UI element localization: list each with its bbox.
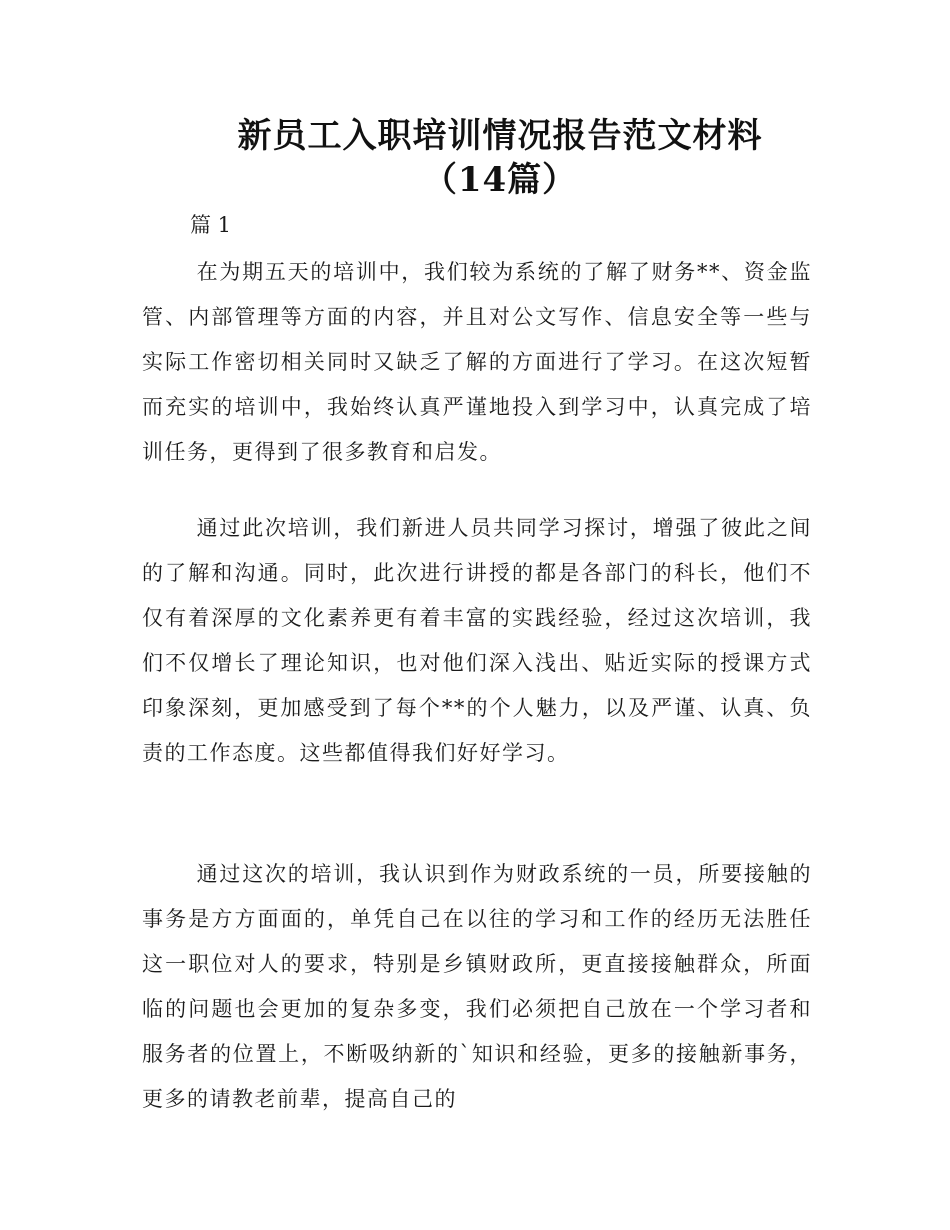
document-subtitle: （14篇）: [422, 160, 578, 200]
document-title: 新员工入职培训情况报告范文材料: [237, 116, 763, 156]
section-label: 篇 1: [190, 213, 232, 237]
paragraph-1: 在为期五天的培训中，我们较为系统的了解了财务**、资金监管、内部管理等方面的内容，并且对公文写作、信息安全等一些与实际工作密切相关同时又缺乏了解的方面进行了学习。在这次短暂而充实的培训中，我始终认真严谨地投入到学习中，认真完成了培训任务，更得到了很多教育和启发。: [142, 260, 812, 464]
paragraph-3: 通过这次的培训，我认识到作为财政系统的一员，所要接触的事务是方方面面的，单凭自己在以往的学习和工作的经历无法胜任这一职位对人的要求，特别是乡镇财政所，更直接接触群众，所面临的问题也会更加的复杂多变，我们必须把自己放在一个学习者和服务者的位置上，不断吸纳新的`知识和经验，更多的接触新事务，更多的请教老前辈，提高自己的: [142, 862, 812, 1111]
paragraph-2: 通过此次培训，我们新进人员共同学习探讨，增强了彼此之间的了解和沟通。同时，此次进行讲授的都是各部门的科长，他们不仅有着深厚的文化素养更有着丰富的实践经验，经过这次培训，我们不仅增长了理论知识，也对他们深入浅出、贴近实际的授课方式印象深刻，更加感受到了每个**的个人魅力，以及严谨、认真、负责的工作态度。这些都值得我们好好学习。: [142, 516, 812, 765]
